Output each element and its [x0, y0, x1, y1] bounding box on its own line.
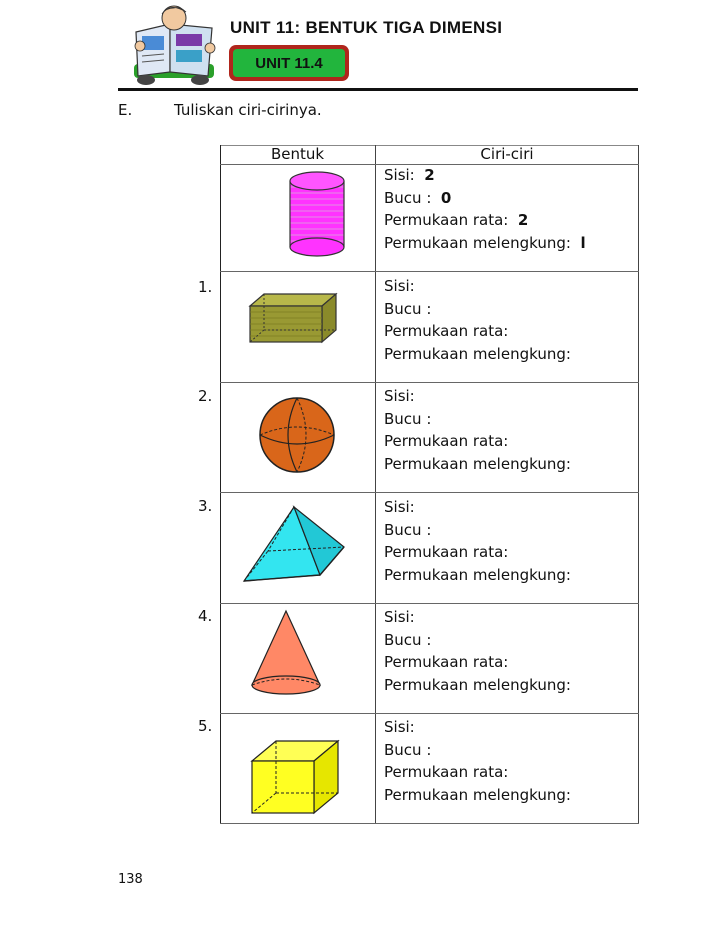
boy-reading-book-icon [130, 2, 222, 88]
section-letter: E. [118, 101, 133, 119]
example-description [384, 164, 586, 254]
table-right-border [638, 145, 639, 824]
permukaan-rata-label: Permukaan rata: [384, 653, 509, 671]
permukaan-rata-label: Permukaan rata: [384, 432, 509, 450]
cone-icon [248, 609, 324, 697]
bucu-value: 0 [440, 188, 452, 207]
row-description [384, 496, 571, 586]
section-instruction: Tuliskan ciri-cirinya. [174, 101, 322, 119]
sisi-label: Sisi: [384, 277, 415, 295]
row-description [384, 716, 571, 806]
row-number: 4. [198, 607, 213, 625]
row-divider [220, 713, 639, 714]
column-header-bentuk: Bentuk [270, 145, 325, 163]
sisi-value: 2 [424, 166, 435, 184]
permukaan-melengkung-label: Permukaan melengkung: [384, 344, 571, 363]
permukaan-melengkung-label: Permukaan melengkung: [384, 233, 571, 252]
table-left-border [220, 145, 221, 824]
permukaan-melengkung-label: Permukaan melengkung: [384, 454, 571, 473]
bucu-label: Bucu : [384, 188, 432, 207]
permukaan-melengkung-label: Permukaan melengkung: [384, 785, 571, 804]
permukaan-rata-label: Permukaan rata: [384, 543, 509, 561]
row-divider [220, 603, 639, 604]
permukaan-rata-value: 2 [517, 211, 529, 229]
bucu-label: Bucu : [384, 630, 432, 649]
row-divider [220, 271, 639, 272]
unit-badge [229, 45, 349, 81]
permukaan-rata-label: Permukaan rata: [384, 763, 509, 781]
square-pyramid-icon [238, 503, 348, 587]
sisi-label: Sisi: [384, 608, 415, 626]
permukaan-melengkung-label: Permukaan melengkung: [384, 565, 571, 584]
row-divider [220, 492, 639, 493]
sisi-label: Sisi: [384, 166, 415, 184]
bucu-label: Bucu : [384, 299, 432, 318]
cube-icon [248, 739, 342, 817]
page-number: 138 [118, 872, 143, 887]
row-description [384, 385, 571, 475]
bucu-label: Bucu : [384, 740, 432, 759]
sisi-label: Sisi: [384, 718, 415, 736]
example-bucu [384, 187, 586, 210]
row-description [384, 606, 571, 696]
example-sisi [384, 164, 586, 187]
row-number: 2. [198, 387, 213, 405]
row-number: 3. [198, 497, 213, 515]
example-permukaan-melengkung [384, 232, 586, 255]
cylinder-icon [285, 171, 349, 261]
bucu-label: Bucu : [384, 409, 432, 428]
permukaan-rata-label: Permukaan rata: [384, 211, 509, 229]
row-divider [220, 382, 639, 383]
bucu-label: Bucu : [384, 520, 432, 539]
permukaan-rata-label: Permukaan rata: [384, 322, 509, 340]
sphere-icon [255, 395, 339, 475]
sisi-label: Sisi: [384, 498, 415, 516]
header-divider [118, 88, 638, 91]
example-permukaan-rata [384, 209, 586, 232]
row-description [384, 275, 571, 365]
sisi-label: Sisi: [384, 387, 415, 405]
column-header-ciri-ciri: Ciri-ciri [480, 145, 534, 163]
table-bottom-border [220, 823, 639, 824]
cuboid-icon [246, 292, 338, 346]
table-column-divider [375, 145, 376, 824]
unit-badge-label: UNIT 11.4 [233, 49, 345, 77]
permukaan-melengkung-label: Permukaan melengkung: [384, 675, 571, 694]
permukaan-melengkung-value: l [580, 233, 586, 252]
row-number: 1. [198, 278, 213, 296]
unit-title: UNIT 11: BENTUK TIGA DIMENSI [230, 18, 503, 37]
row-number: 5. [198, 717, 213, 735]
